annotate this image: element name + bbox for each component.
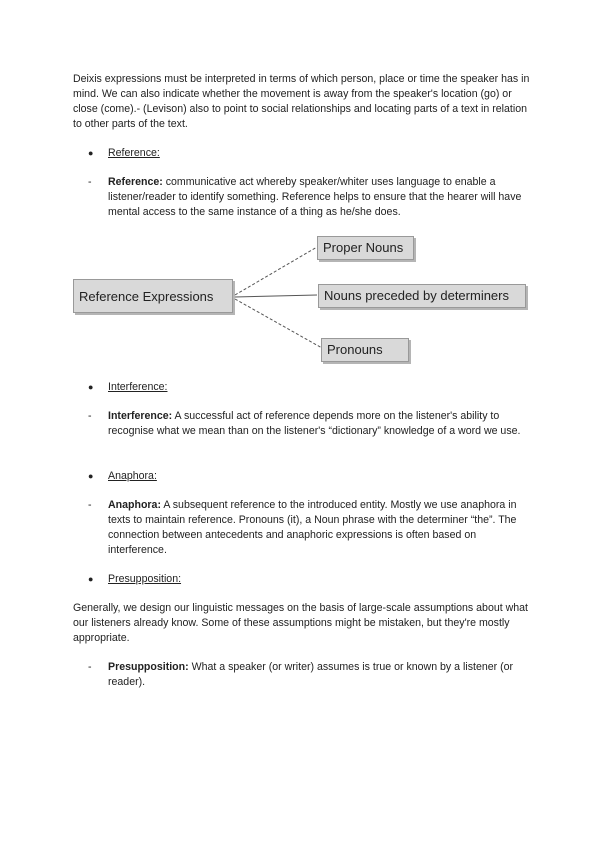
dash-marker: - <box>88 176 92 188</box>
definition-anaphora <box>88 498 528 558</box>
definition-interference-body: A successful act of reference depends more on the listener's ability to recognise what we mean than on the listener's “dictionary” knowledge of a word we use. <box>108 410 521 437</box>
definition-anaphora-body: A subsequent reference to the introduced entity. Mostly we use anaphora in texts to maintain reference. Pronouns (it), a Noun phrase with the determiner “the”. The connection between antecedents and anaphoric expressions is often based on interference. <box>108 499 517 556</box>
term-reference: Reference: <box>108 176 163 188</box>
term-presupposition: Presupposition: <box>108 661 189 673</box>
bullet-icon: ● <box>88 471 94 481</box>
definition-presupposition-body: What a speaker (or writer) assumes is true or known by a listener (or reader). <box>108 661 514 688</box>
definition-text <box>108 175 528 220</box>
definition-presupposition <box>88 660 528 690</box>
bullet-icon: ● <box>88 148 94 158</box>
definition-text <box>108 660 528 690</box>
bullet-label-reference: Reference: <box>108 147 160 159</box>
intro-paragraph: Deixis expressions must be interpreted in terms of which person, place or time the speaker has in mind. We can also indicate whether the movement is away from the speaker's location (go) or close (come).- (Levison) also to point to social relationships and locating parts of a text in relation to other parts of the text. <box>73 73 530 130</box>
connector-proper-nouns <box>235 247 317 295</box>
dash-marker: - <box>88 499 92 511</box>
bullet-label-interference: Interference: <box>108 381 168 393</box>
bullet-label-presupposition: Presupposition: <box>108 573 182 585</box>
definition-text <box>108 409 528 439</box>
bullet-label-anaphora: Anaphora: <box>108 470 157 482</box>
diagram-child-proper-nouns: Proper Nouns <box>317 236 414 260</box>
dash-marker: - <box>88 661 92 673</box>
bullet-icon: ● <box>88 382 94 392</box>
definition-reference <box>88 175 528 220</box>
definition-interference <box>88 409 528 439</box>
presupposition-paragraph: Generally, we design our linguistic messages on the basis of large-scale assumptions about what our listeners already know. Some of these assumptions might be mistaken, but they're mostly appropriate. <box>73 602 528 644</box>
definition-text <box>108 498 528 558</box>
connector-pronouns <box>235 299 322 348</box>
diagram-root-box: Reference Expressions <box>73 279 233 313</box>
bullet-icon: ● <box>88 574 94 584</box>
dash-marker: - <box>88 410 92 422</box>
term-anaphora: Anaphora: <box>108 499 161 511</box>
diagram-child-nouns-determiners: Nouns preceded by determiners <box>318 284 526 308</box>
diagram-child-pronouns: Pronouns <box>321 338 409 362</box>
definition-reference-body: communicative act whereby speaker/whiter uses language to enable a listener/reader to identify something. Reference helps to ensure that the hearer will have mental access to the same instance of a thing as he/she does. <box>108 176 522 218</box>
connector-nouns-determiners <box>235 295 317 297</box>
term-interference: Interference: <box>108 410 173 422</box>
reference-expressions-diagram <box>70 230 540 370</box>
